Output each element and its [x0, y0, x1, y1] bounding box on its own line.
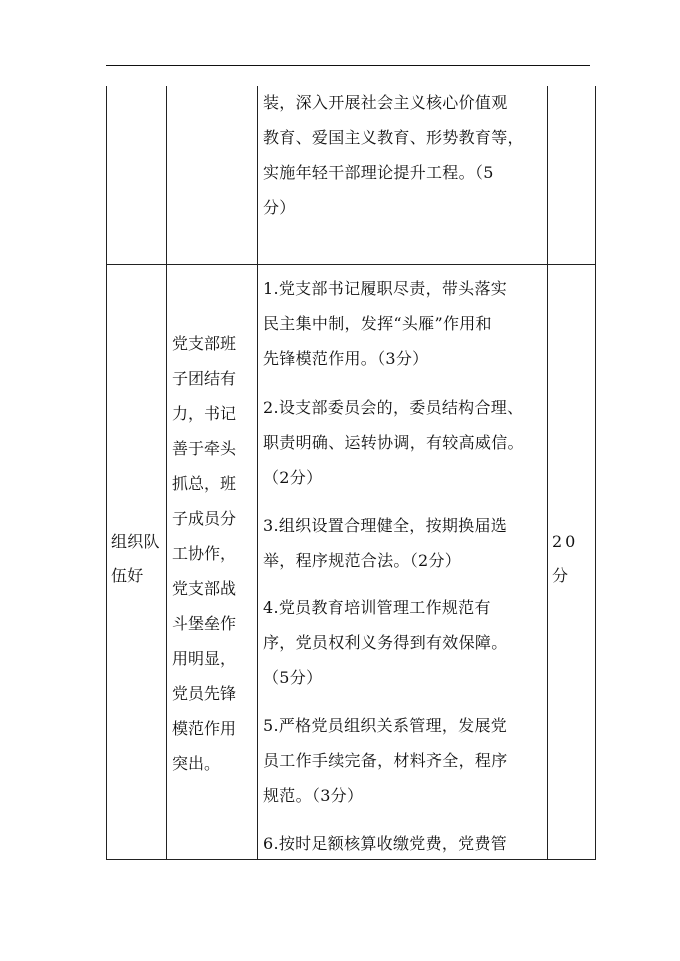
- item-line: （5分）: [263, 668, 323, 687]
- standard-line: 党支部班: [172, 334, 237, 353]
- item-line: 6.按时足额核算收缴党费，党费管: [263, 834, 508, 853]
- content-line: 装，深入开展社会主义核心价值观: [263, 93, 508, 112]
- item-line: 1.党支部书记履职尽责，带头落实: [263, 279, 508, 298]
- item-line: 民主集中制，发挥“头雁”作用和: [263, 314, 492, 333]
- item-line: 职责明确、运转协调，有较高威信。: [263, 433, 524, 452]
- standard-line: 党员先锋: [172, 684, 237, 703]
- standard-line: 党支部战: [172, 579, 237, 598]
- category-text: 组织队: [111, 532, 160, 551]
- column-divider: [547, 86, 548, 859]
- standard-line: 子团结有: [172, 369, 237, 388]
- item-line: 先锋模范作用。（3分）: [263, 349, 429, 368]
- item-line: 3.组织设置合理健全，按期换届选: [263, 516, 508, 535]
- column-divider: [257, 86, 258, 859]
- standard-line: 模范作用: [172, 719, 237, 738]
- item-line: （2分）: [263, 468, 323, 487]
- standard-line: 用明显，: [172, 649, 237, 668]
- item-line: 2.设支部委员会的，委员结构合理、: [263, 398, 524, 417]
- standard-line: 善于牵头: [172, 439, 237, 458]
- category-text: 伍好: [111, 566, 144, 585]
- item-line: 员工作手续完备，材料齐全，程序: [263, 751, 508, 770]
- item-line: 4.党员教育培训管理工作规范有: [263, 598, 491, 617]
- score-value: 20: [552, 532, 579, 551]
- item-line: 规范。（3分）: [263, 786, 364, 805]
- item-line: 举，程序规范合法。（2分）: [263, 551, 462, 570]
- standard-line: 抓总，班: [172, 474, 237, 493]
- item-line: 序，党员权利义务得到有效保障。: [263, 633, 508, 652]
- content-line: 实施年轻干部理论提升工程。（5: [263, 163, 494, 182]
- item-line: 5.严格党员组织关系管理，发展党: [263, 716, 508, 735]
- standard-line: 工协作，: [172, 544, 237, 563]
- content-line: 分）: [263, 198, 296, 217]
- standard-line: 力，书记: [172, 404, 237, 423]
- header-rule: [106, 65, 590, 66]
- standard-line: 突出。: [172, 754, 221, 773]
- standard-line: 斗堡垒作: [172, 614, 237, 633]
- score-unit: 分: [552, 566, 569, 585]
- standard-line: 子成员分: [172, 509, 237, 528]
- row-divider: [107, 264, 595, 265]
- content-line: 教育、爱国主义教育、形势教育等，: [263, 128, 524, 147]
- column-divider: [166, 86, 167, 859]
